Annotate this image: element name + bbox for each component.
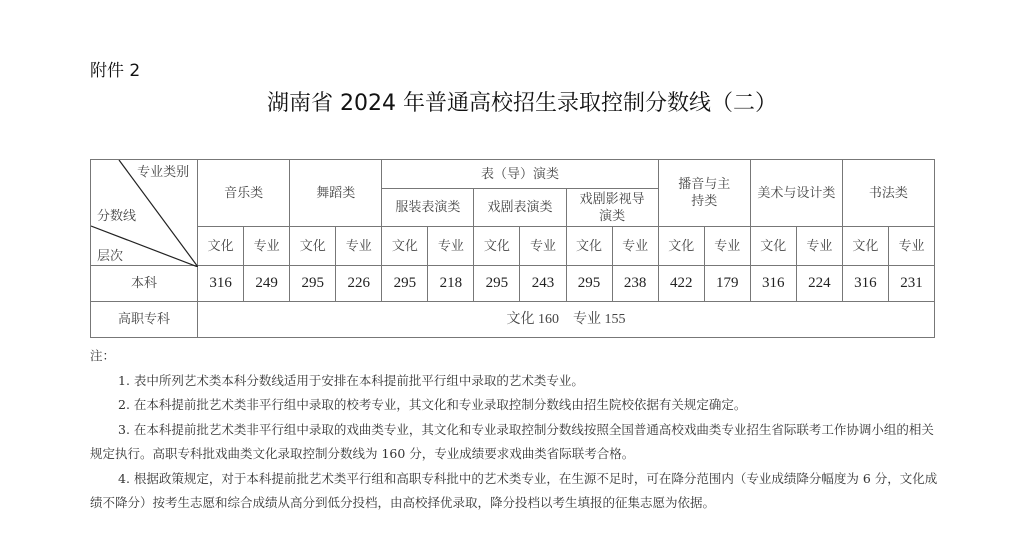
score-cell: 295 xyxy=(290,266,336,302)
score-cell: 295 xyxy=(566,266,612,302)
subheader-major: 专业 xyxy=(244,227,290,266)
corner-label-level: 层次 xyxy=(97,249,124,264)
subheader-culture: 文化 xyxy=(290,227,336,266)
subheader-major: 专业 xyxy=(428,227,474,266)
score-cell: 316 xyxy=(198,266,244,302)
subheader-major: 专业 xyxy=(520,227,566,266)
corner-label-category: 专业类别 xyxy=(137,165,190,180)
corner-label-score: 分数线 xyxy=(97,209,137,224)
header-broadcast-label: 播音与主持类 xyxy=(678,177,731,209)
note-item-1: 1. 表中所列艺术类本科分数线适用于安排在本科提前批平行组中录取的艺术类专业。 xyxy=(118,372,584,388)
note-item-2: 2. 在本科提前批艺术类非平行组中录取的校考专业，其文化和专业录取控制分数线由招生院校依据有关规定确定。 xyxy=(118,397,747,412)
subheader-major: 专业 xyxy=(336,227,382,266)
table-row-undergraduate xyxy=(91,266,935,302)
row-label: 本科 xyxy=(91,266,198,302)
header-performance: 表（导）演类 xyxy=(382,160,658,189)
score-cell: 295 xyxy=(382,266,428,302)
table-row-vocational xyxy=(91,302,935,338)
score-cell: 316 xyxy=(750,266,796,302)
vocational-merged-score: 文化 160 专业 155 xyxy=(198,302,935,338)
subheader-culture: 文化 xyxy=(566,227,612,266)
score-cell: 422 xyxy=(658,266,704,302)
subheader-culture: 文化 xyxy=(842,227,888,266)
subheader-culture: 文化 xyxy=(474,227,520,266)
header-music: 音乐类 xyxy=(198,160,290,227)
notes-section xyxy=(90,344,940,516)
score-cell: 295 xyxy=(474,266,520,302)
header-dance: 舞蹈类 xyxy=(290,160,382,227)
header-calligraphy: 书法类 xyxy=(842,160,934,227)
subheader-major: 专业 xyxy=(612,227,658,266)
subheader-culture: 文化 xyxy=(382,227,428,266)
subheader-culture: 文化 xyxy=(198,227,244,266)
header-film-directing xyxy=(566,189,658,227)
score-cell: 218 xyxy=(428,266,474,302)
score-cell: 316 xyxy=(842,266,888,302)
score-cell: 226 xyxy=(336,266,382,302)
score-cell: 238 xyxy=(612,266,658,302)
document-title: 湖南省 2024 年普通高校招生录取控制分数线（二） xyxy=(267,91,777,116)
notes-heading: 注： xyxy=(90,348,116,363)
note-item-4: 4. 根据政策规定，对于本科提前批艺术类平行组和高职专科批中的艺术类专业，在生源不足时，可在降分范围内（专业成绩降分幅度为 6 分，文化成绩不降分）按考生志愿和综合成绩从高分到低分投档，由高校择优录取，降分投档以考生填报的征集志愿为依据。 xyxy=(90,470,938,510)
note-item-3: 3. 在本科提前批艺术类非平行组中录取的戏曲类专业，其文化和专业录取控制分数线按照全国普通高校戏曲类专业招生省际联考工作协调小组的相关规定执行。高职专科批戏曲类文化录取控制分数线为 160 分，专业成绩要求戏曲类省际联考合格。 xyxy=(90,421,934,461)
header-fine-art: 美术与设计类 xyxy=(750,160,842,227)
subheader-culture: 文化 xyxy=(658,227,704,266)
score-cell: 231 xyxy=(888,266,934,302)
header-costume-performance: 服装表演类 xyxy=(382,189,474,227)
row-label: 高职专科 xyxy=(91,302,198,338)
header-broadcast xyxy=(658,160,750,227)
subheader-major: 专业 xyxy=(888,227,934,266)
score-cell: 224 xyxy=(796,266,842,302)
score-cell: 243 xyxy=(520,266,566,302)
attachment-label: 附件 2 xyxy=(90,61,141,81)
header-film-directing-label: 戏剧影视导演类 xyxy=(579,191,645,224)
subheader-major: 专业 xyxy=(704,227,750,266)
score-table xyxy=(90,159,935,338)
subheader-major: 专业 xyxy=(796,227,842,266)
score-cell: 249 xyxy=(244,266,290,302)
header-drama-performance: 戏剧表演类 xyxy=(474,189,566,227)
diagonal-header-cell xyxy=(91,160,198,266)
subheader-culture: 文化 xyxy=(750,227,796,266)
score-cell: 179 xyxy=(704,266,750,302)
